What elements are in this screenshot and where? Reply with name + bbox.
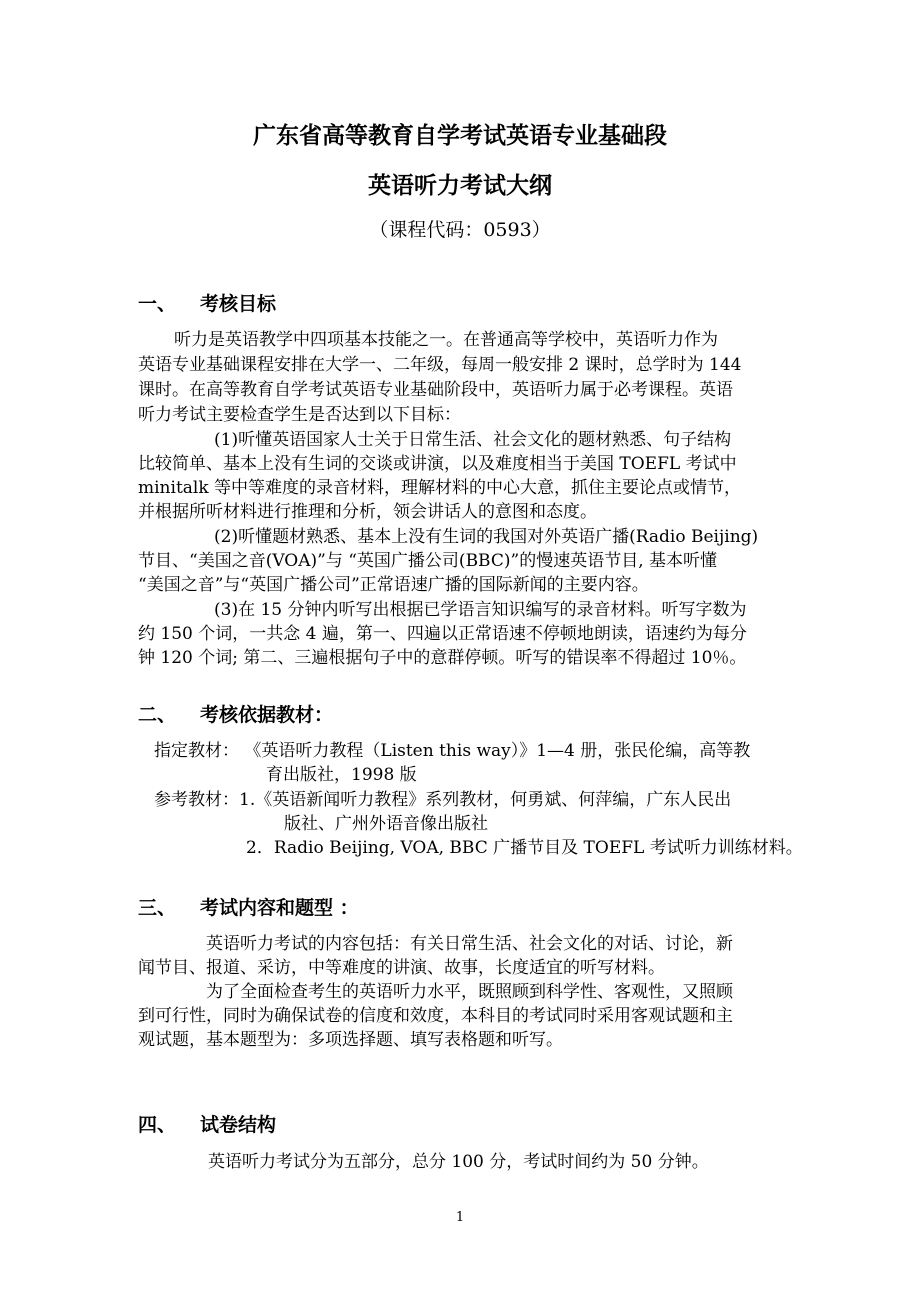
section-1-title: 考核目标 — [200, 293, 277, 315]
section-4-number: 四、 — [138, 1114, 177, 1136]
section-1-line: 听力是英语教学中四项基本技能之一。在普通高等学校中，英语听力作为 — [174, 330, 718, 350]
section-1-line: 比较简单、基本上没有生词的交谈或讲演，以及难度相当于美国 TOEFL 考试中 — [138, 454, 737, 474]
reference-textbook-1-cont: 版社、广州外语音像出版社 — [284, 814, 488, 834]
section-4-heading — [138, 1111, 276, 1139]
required-textbook: 指定教材： 《英语听力教程（Listen this way）》1—4 册，张民伦编，高等教 — [154, 741, 751, 761]
section-1-line: 节目、“美国之音(VOA)”与 “英国广播公司(BBC)”的慢速英语节目, 基本听懂 — [138, 551, 718, 571]
section-3-line: 观试题，基本题型为：多项选择题、填写表格题和听写。 — [138, 1030, 563, 1050]
section-1-line: 英语专业基础课程安排在大学一、二年级，每周一般安排 2 课时，总学时为 144 — [138, 355, 742, 375]
section-4-title: 试卷结构 — [200, 1114, 277, 1136]
section-3-heading — [138, 894, 359, 922]
section-1-line: 课时。在高等教育自学考试英语专业基础阶段中，英语听力属于必考课程。英语 — [138, 380, 733, 400]
reference-textbook-1: 参考教材：1.《英语新闻听力教程》系列教材，何勇斌、何萍编，广东人民出 — [154, 790, 732, 810]
section-3-line: 英语听力考试的内容包括：有关日常生活、社会文化的对话、讨论，新 — [206, 934, 733, 954]
section-1-line: (2)听懂题材熟悉、基本上没有生词的我国对外英语广播(Radio Beijing) — [214, 527, 759, 547]
section-3-title: 考试内容和题型 ： — [200, 897, 359, 919]
course-code: （课程代码：0593） — [369, 219, 551, 241]
section-2-number: 二、 — [138, 704, 177, 726]
page-number: 1 — [455, 1210, 465, 1225]
section-1-line: (3)在 15 分钟内听写出根据已学语言知识编写的录音材料。听写字数为 — [214, 600, 747, 620]
section-3-line: 到可行性，同时为确保试卷的信度和效度，本科目的考试同时采用客观试题和主 — [138, 1006, 733, 1026]
section-1-line: 听力考试主要检查学生是否达到以下目标： — [138, 405, 461, 425]
document-subtitle: 英语听力考试大纲 — [368, 172, 552, 199]
section-1-heading — [138, 290, 276, 318]
section-1-line: 并根据所听材料进行推理和分析，领会讲话人的意图和态度。 — [138, 502, 597, 522]
section-2-title: 考核依据教材： — [200, 704, 334, 726]
section-4-line: 英语听力考试分为五部分，总分 100 分，考试时间约为 50 分钟。 — [208, 1152, 709, 1172]
section-3-line: 为了全面检查考生的英语听力水平，既照顾到科学性、客观性，又照顾 — [206, 982, 733, 1002]
section-1-line: 钟 120 个词; 第二、三遍根据句子中的意群停顿。听写的错误率不得超过 10％。 — [138, 648, 747, 668]
document-title: 广东省高等教育自学考试英语专业基础段 — [253, 122, 667, 149]
section-1-line: (1)听懂英语国家人士关于日常生活、社会文化的题材熟悉、句子结构 — [214, 430, 732, 450]
section-1-line: minitalk 等中等难度的录音材料，理解材料的中心大意，抓住主要论点或情节， — [138, 478, 742, 498]
section-3-number: 三、 — [138, 897, 177, 919]
reference-textbook-2: 2．Radio Beijing, VOA, BBC 广播节目及 TOEFL 考试听力训练材料。 — [246, 838, 803, 858]
section-1-number: 一、 — [138, 293, 177, 315]
section-2-heading — [138, 701, 333, 729]
required-textbook-cont: 育出版社，1998 版 — [266, 765, 417, 785]
section-1-line: 约 150 个词，一共念 4 遍，第一、四遍以正常语速不停顿地朗读，语速约为每分 — [138, 624, 747, 644]
section-1-line: “美国之音”与“英国广播公司”正常语速广播的国际新闻的主要内容。 — [138, 575, 649, 595]
section-3-line: 闻节目、报道、采访，中等难度的讲演、故事，长度适宜的听写材料。 — [138, 958, 665, 978]
